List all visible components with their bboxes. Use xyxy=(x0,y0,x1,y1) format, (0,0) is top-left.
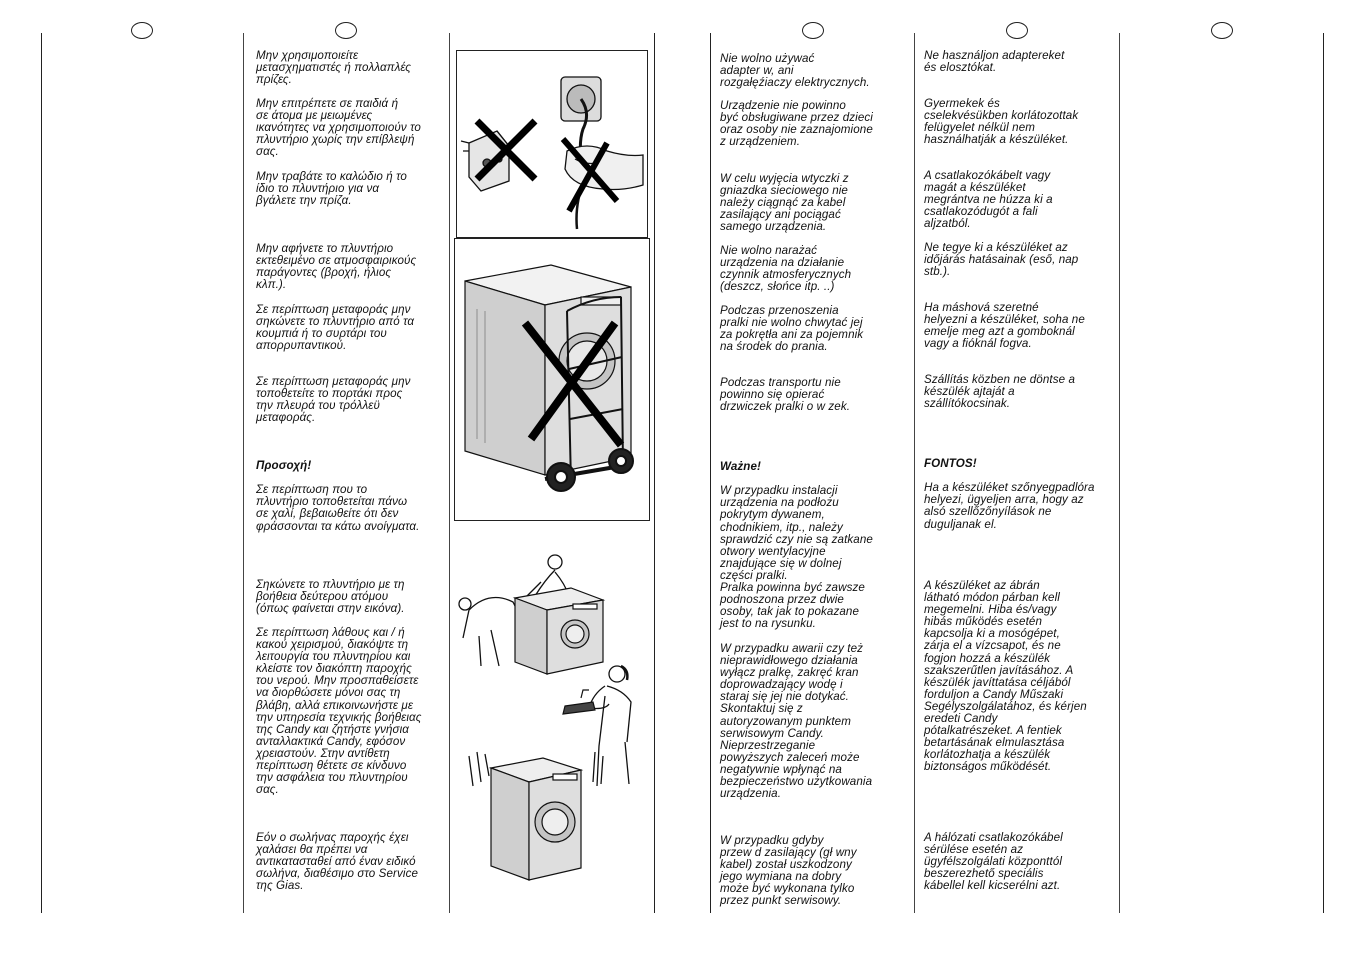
greek-paragraph: Μην τραβάτε το καλώδιο ή το ίδιο το πλυντήριο για να βγάλετε την πρίζα. xyxy=(256,170,407,208)
column-rule xyxy=(914,33,915,913)
column-rule xyxy=(710,33,711,913)
polish-paragraph: Urządzenie nie powinno być obsługiwane przez dzieci oraz osoby nie zaznajomione z urządzeniem. xyxy=(720,99,873,149)
polish-paragraph: W przypadku gdyby przew d zasilający (gł wny kabel) został uszkodzony jego wymiana na dobry może być wykonana tylko przez punkt serwisowy. xyxy=(720,834,857,908)
adapter-icon xyxy=(461,131,509,191)
polish-paragraph: Nie wolno narażać urządzenia na działanie czynnik atmosferycznych (deszcz, słońce itp. ..) xyxy=(720,244,852,294)
column-rule xyxy=(1323,33,1324,913)
hungarian-warning-note xyxy=(924,446,1116,531)
polish-warning-note xyxy=(720,449,910,582)
warning-label: FONTOS! xyxy=(924,457,977,471)
column-rule xyxy=(449,33,450,913)
warning-text: Σε περίπτωση που το πλυντήριο τοποθετείται πάνω σε χαλί, βεβαιωθείτε ότι δεν φράσσονται τα κάτω ανοίγματα. xyxy=(256,483,420,533)
greek-warning-note xyxy=(256,448,441,533)
hungarian-paragraph: Ne használjon adaptereket és elosztókat. xyxy=(924,49,1065,75)
language-marker-circle xyxy=(802,22,824,39)
greek-paragraph: Σε περίπτωση μεταφοράς μην τοποθετείτε το πορτάκι προς την πλευρά του τρόλλεϋ μεταφοράς. xyxy=(256,375,411,425)
hungarian-paragraph: A hálózati csatlakozókábel sérülése esetén az ügyfélszolgálati központtól beszerezhető speciális kábellel kell kicserélni azt. xyxy=(924,831,1063,893)
polish-paragraph: W przypadku awarii czy też nieprawidłowego działania wyłącz pralkę, zakręć kran doprowadzający wodę i staraj się jej nie dotykać. Skontaktuj się z autoryzowanym punktem serwisowym Candy. Nieprzestrzeganie powyższych zaleceń może negatywnie wpłynąć na bezpieczeństwo użytkowania urządzenia. xyxy=(720,642,873,801)
polish-paragraph: W celu wyjęcia wtyczki z gniazdka sieciowego nie należy ciągnąć za kabel zasilający ani pociągać samego urządzenia. xyxy=(720,172,849,234)
greek-paragraph: Μην επιτρέπετε σε παιδιά ή σε άτομα με μειωμένες ικανότητες να χρησιμοποιούν το πλυντήριο χωρίς την επίβλεψή σας. xyxy=(256,97,421,159)
warning-label: Ważne! xyxy=(720,460,761,474)
tap-icon xyxy=(563,690,595,714)
polish-paragraph: Nie wolno używać adapter w, ani rozgałęźiaczy elektrycznych. xyxy=(720,52,870,90)
column-rule xyxy=(654,33,655,913)
hungarian-paragraph: A készüléket az ábrán látható módon párban kell megemelni. Hiba és/vagy hibás működés esetén kapcsolja ki a mosógépet, zárja el a vízcsapot, és ne fogjon hozzá a készülék szakszerűtlen javításához. A készülék javíttatása céljából forduljon a Candy Műszaki Segélyszolgálatához, és kérjen eredeti Candy pótalkatrészeket. A fentiek betartásának elmulasztása korlátozhatja a készülék biztonságos működését. xyxy=(924,579,1087,774)
language-marker-circle xyxy=(1006,22,1028,39)
warning-text: W przypadku instalacji urządzenia na podłożu pokrytym dywanem, chodnikiem, itp., należy sprawdzić czy nie są zatkane otwory wentylacyjne znajdujące się w dolnej części pralki. xyxy=(720,484,873,582)
column-rule xyxy=(41,33,42,913)
lifting-and-fault-illustrations xyxy=(455,546,645,886)
washing-machine-icon xyxy=(465,265,631,475)
person-phoning-icon xyxy=(589,666,631,786)
language-marker-circle xyxy=(1211,22,1233,39)
polish-paragraph: Pralka powinna być zawsze podnoszona przez dwie osoby, tak jak to pokazane jest to na rysunku. xyxy=(720,581,865,631)
greek-paragraph: Εόν ο σωλήνας παροχής έχει χαλάσει θα πρέπει να αντικατασταθεί από έναν ειδικό σωλήνα, διαθέσιμο στο Service της Gias. xyxy=(256,831,419,893)
polish-paragraph: Podczas transportu nie powinno się opierać drzwiczek pralki o w zek. xyxy=(720,376,851,414)
greek-paragraph: Μην χρησιμοποιείτε μετασχηματιστές ή πολλαπλές πρίζες. xyxy=(256,49,411,87)
warning-label: Προσοχή! xyxy=(256,459,312,473)
polish-paragraph: Podczas przenoszenia pralki nie wolno chwytać jej za pokrętła ani za pojemnik na środek do prania. xyxy=(720,304,864,354)
greek-paragraph: Σε περίπτωση λάθους και / ή κακού χειρισμού, διακόψτε τη λειτουργία του πλυντηρίου και κλείστε τον διακόπτη παροχής του νερού. Μην προσπαθείσετε να διορθώσετε μόνοι σας τη βλάβη, αλλά επικοινωνήστε με την υπηρεσία τεχνικής βοήθειας της Candy και ζητήστε γνήσια ανταλλακτικά Candy, εφόσον χρειαστούν. Στην αντίθετη περίπτωση θέτετε σε κίνδυνο την ασφάλεια του πλυντηρίου σας. xyxy=(256,626,422,797)
no-adapter-illustration xyxy=(456,50,648,238)
language-marker-circle xyxy=(131,22,153,39)
column-rule xyxy=(243,33,244,913)
washing-machine-icon xyxy=(491,758,581,880)
language-marker-circle xyxy=(335,22,357,39)
hungarian-paragraph: Ne tegye ki a készüléket az időjárás hatásainak (eső, nap stb.). xyxy=(924,241,1079,279)
trolley-warning-illustration xyxy=(454,238,650,521)
column-rule xyxy=(1119,33,1120,913)
hungarian-paragraph: Gyermekek és cselekvésükben korlátozottak felügyelet nélkül nem használhatják a készüléket. xyxy=(924,97,1079,147)
hungarian-paragraph: Ha máshová szeretné helyezni a készüléket, soha ne emelje meg azt a gomboknál vagy a fióknál fogva. xyxy=(924,301,1085,351)
warning-text: Ha a készüléket szőnyegpadlóra helyezi, ügyeljen arra, hogy az alsó szellőzőnyílások ne dugulјanak el. xyxy=(924,481,1095,531)
hungarian-paragraph: A csatlakozókábelt vagy magát a készüléket megrántva ne húzza ki a csatlakozódugót a fali aljzatból. xyxy=(924,169,1053,231)
greek-paragraph: Σηκώνετε το πλυντήριο με τη βοήθεια δεύτερου ατόμου (όπως φαίνεται στην εικόνα). xyxy=(256,578,405,616)
greek-paragraph: Μην αφήνετε το πλυντήριο εκτεθειμένο σε ατμοσφαιρικούς παράγοντες (βροχή, ήλιος κλπ.). xyxy=(256,242,417,292)
greek-paragraph: Σε περίπτωση μεταφοράς μην σηκώνετε το πλυντήριο από τα κουμπιά ή το συρτάρι του απορρυπαντικού. xyxy=(256,303,415,353)
washing-machine-icon xyxy=(515,588,603,674)
hungarian-paragraph: Szállítás közben ne döntse a készülék ajtaját a szállítókocsinak. xyxy=(924,373,1076,411)
